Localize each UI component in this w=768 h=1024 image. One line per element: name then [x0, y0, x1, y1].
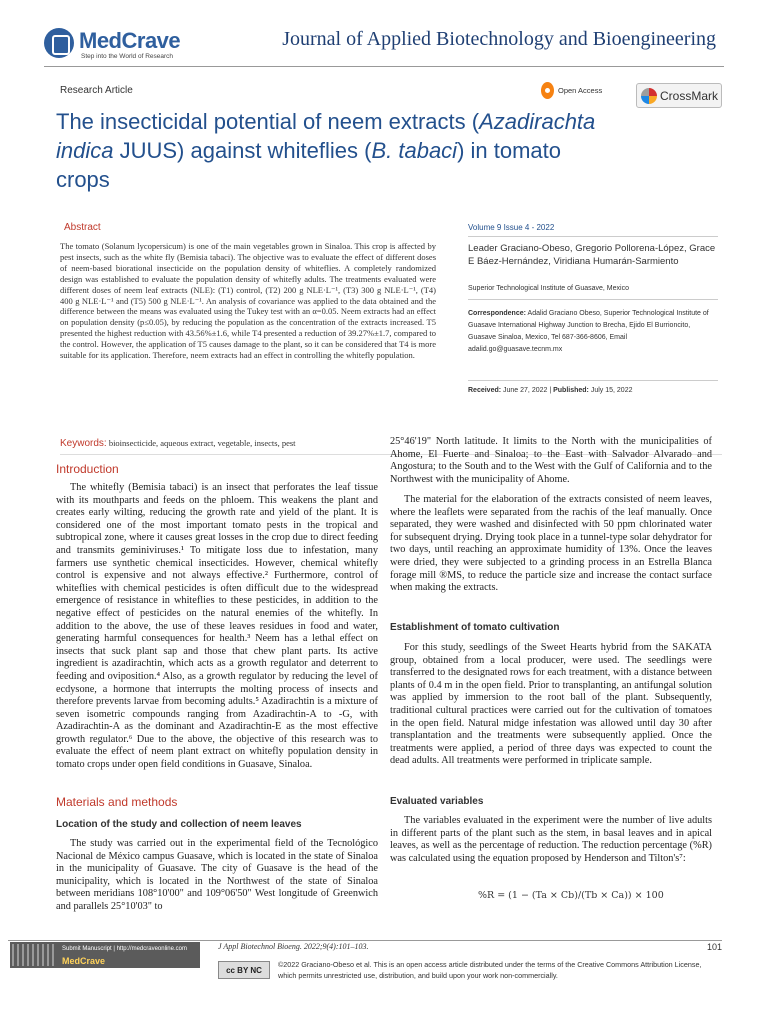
variables-text: The variables evaluated in the experiment were the number of live adults in different parts of the plant such as the stem, in basal leaves and in apical leaves, as well as the percentage of reduction. The reduction percentage (%R) was calculated using the equation proposed by Henderson and Tilton's⁷: [390, 815, 712, 864]
methods-heading: Materials and methods [56, 795, 178, 809]
info-divider [468, 236, 718, 237]
crossmark-icon [641, 88, 657, 104]
header-divider [44, 66, 724, 67]
open-access-icon [541, 82, 554, 99]
volume-issue: Volume 9 Issue 4 - 2022 [468, 223, 555, 232]
extract-preparation-text: The material for the elaboration of the extracts consisted of neem leaves, where the leaflets were separated from the rachis of the leaf manually. Once separated, they were washed and disinfected with 50 ppm chlorinated water for subsequent drying. Drying took place in a tunnel-type solar dehydrator for two days, until reaching an approximate humidity of 13%. Once the leaves were dried, they were subjected to a grinding process in an Estrella Blanca forage mill ®MS, to reduce the particle size and increase the contact surface when making the extracts. [390, 494, 712, 594]
correspondence: Correspondence: Adalid Graciano Obeso, Superior Technological Institute of Guasave International Highway Junction to Brecha, Ejido El Burrioncito, Guasave Sinaloa, Mexico, Tel 687-366-8606, Email adalid.go@guasave.tecnm.mx [468, 310, 709, 353]
article-type: Research Article [60, 85, 133, 96]
footer-divider [8, 940, 722, 941]
logo-tagline: Step into the World of Research [81, 53, 174, 60]
dates: Received: June 27, 2022 | Published: July 15, 2022 [468, 387, 633, 394]
medcrave-logo[interactable] [44, 28, 194, 64]
page-number: 101 [706, 942, 722, 952]
submit-manuscript-link[interactable]: Submit Manuscript | http://medcraveonline.com [62, 946, 187, 952]
location-text-continued: 25°46'19" North latitude. It limits to the North with the municipalities of Ahome, El Fuerte and Sinaloa; to the East with Salvador Alvarado and Angostura; to the South and to the West with the Gulf of California and to the Northwest with the municipality of Ahome. [390, 436, 712, 485]
creative-commons-icon[interactable]: cc BY NC [218, 961, 270, 979]
crossmark-button[interactable] [636, 83, 722, 108]
footer-logo-text: MedCrave [62, 956, 106, 966]
crossmark-label: CrossMark [660, 88, 719, 103]
location-text: The study was carried out in the experimental field of the Tecnológico Nacional de México campus Guasave, which is located in the state of Sinaloa in the municipality of Guasave. The city of Guasave is the head of the municipality, which is located in the Northwest of the state of Sinaloa between meridians 108°10'00" and 109°06'50" West longitude of Greenwich and parallels 25°10'03" to [56, 838, 378, 912]
license-text: ©2022 Graciano-Obeso et al. This is an open access article distributed under the terms of the Creative Commons Attribution License, which permits unrestricted use, distribution, and build upon your work non-commercially. [278, 960, 702, 980]
info-divider [468, 380, 718, 381]
logo-name: MedCrave [79, 28, 181, 53]
keywords-label: Keywords: [60, 438, 107, 449]
variables-heading: Evaluated variables [390, 796, 484, 807]
open-access-label: Open Access [558, 86, 603, 95]
introduction-heading: Introduction [56, 462, 119, 476]
abstract-heading: Abstract [64, 222, 101, 233]
introduction-text: The whitefly (Bemisia tabaci) is an insect that perforates the leaf tissue with its mouthparts and feeds on the phloem. This weakens the plant and creates early wilting, reducing the growth rate and yield of the plant. It is considered one of the most important tomato pests in the tropical and subtropical zone, where it causes great losses in the crop due to direct feeding and transmits geminiviruses.¹ To mitigate loss due to infestation, many farmers use synthetic chemical insecticides. However, chemical whitefly control is expensive and not always effective.² Furthermore, control of whiteflies with chemical pesticides is often difficult due to the widespread emergence of resistance in whiteflies to these pesticides, in addition to the negative effect of pesticides on the natural enemies of the whitefly. In addition to the above, the use of these leaves residues in food and water, generating harmful consequences for health.³ Neem has a lethal effect on insects that suck plant sap and those that chew plant parts. Its active ingredient is azadirachtin, which acts as a growth regulator and deterrent to feeding and oviposition.⁴ Also, as a growth regulator by reducing the level of ecdysone, a hormone that interrupts the molting process of insects and therefore prevents larvae from becoming adults.⁵ Azadirachtin is a mixture of seven isometric compounds ranging from Azadirachtin-A to -G, with Azadirachtin-A as the dominant and Azadirachtin-E as the most effective growth regulator.⁶ Due to the above, the objective of this research was to evaluate the effect of neem plant extract on whitefly population density in tomato crops under open field conditions in Guasave, Sinaloa. [56, 482, 378, 771]
medcrave-logo-icon [44, 28, 74, 58]
open-access-badge[interactable] [541, 82, 602, 99]
cultivation-text: For this study, seedlings of the Sweet Hearts hybrid from the SAKATA group, obtained from a local producer, were used. The seedlings were transferred to the designated rows for each treatment, with a distance between plants of 0.4 m in the open field. Prior to transplanting, an antifungal solution was applied by immersion to the root ball of the plant. Subsequently, traditional cultural practices were carried out for the cultivation of tomatoes in the open field. Natural midge infestation was allowed until day 30 after transplantation and the treatments were subsequently applied. Once the treatments were applied, a period of three days was expected to count the dead adults. All treatments were performed in triplicate sample. [390, 642, 712, 767]
abstract-text: The tomato (Solanum lycopersicum) is one of the main vegetables grown in Sinaloa. This crop is affected by pest insects, such as the white fly (Bemisia tabaci). The objective was to evaluate the effect of different doses of neem-based biorational insecticide on the population density of whiteflies. A completely randomized design was established to evaluate the population density of whitefly adults. The treatments evaluated were different doses of neem leaf extracts (NLE): (T1) control, (T2) 200 g NLE·L⁻¹, (T3) 300 g NLE·L⁻¹, (T4) 400 g NLE·L⁻¹ and (T5) 500 g NLE·L⁻¹. An analysis of covariance was applied to the data obtained and the difference between the means was evaluated using the Tukey test with an α=0.05. Neem extracts had an effect on population density (p≤0.05), by reducing the population as the concentration of the extracts increased. T5 presented the highest reduction with 43.56%±1.6, while T4 presented a reduction of 39.27%±1.7, compared to the control. However, the application of T5 causes damage to the plant, so it can be considered that T4 is more suitable for its application. Therefore, neem extracts had an effect in controlling the whitefly population. [60, 241, 436, 361]
location-heading: Location of the study and collection of neem leaves [56, 819, 302, 830]
cultivation-heading: Establishment of tomato cultivation [390, 622, 560, 633]
reduction-formula: %R = (1 − (Ta × Cb)/(Tb × Ca)) × 100 [478, 890, 664, 901]
article-title: The insecticidal potential of neem extracts (Azadirachta indica JUUS) against whiteflies (B. tabaci) in tomato crops [56, 109, 596, 192]
journal-title[interactable]: Journal of Applied Biotechnology and Bioengineering [282, 28, 716, 50]
keywords [60, 438, 440, 449]
info-divider [468, 299, 718, 300]
keywords-list: bioinsecticide, aqueous extract, vegetable, insects, pest [106, 438, 296, 448]
banner-stripes [12, 944, 56, 966]
affiliation: Superior Technological Institute of Guasave, Mexico [468, 285, 629, 292]
authors: Leader Graciano-Obeso, Gregorio Pollorena-López, Grace E Báez-Hernández, Viridiana Humarán-Sarmiento [468, 243, 716, 267]
submit-manuscript-banner[interactable] [10, 942, 200, 968]
citation: J Appl Biotechnol Bioeng. 2022;9(4):101‒103. [218, 942, 369, 951]
